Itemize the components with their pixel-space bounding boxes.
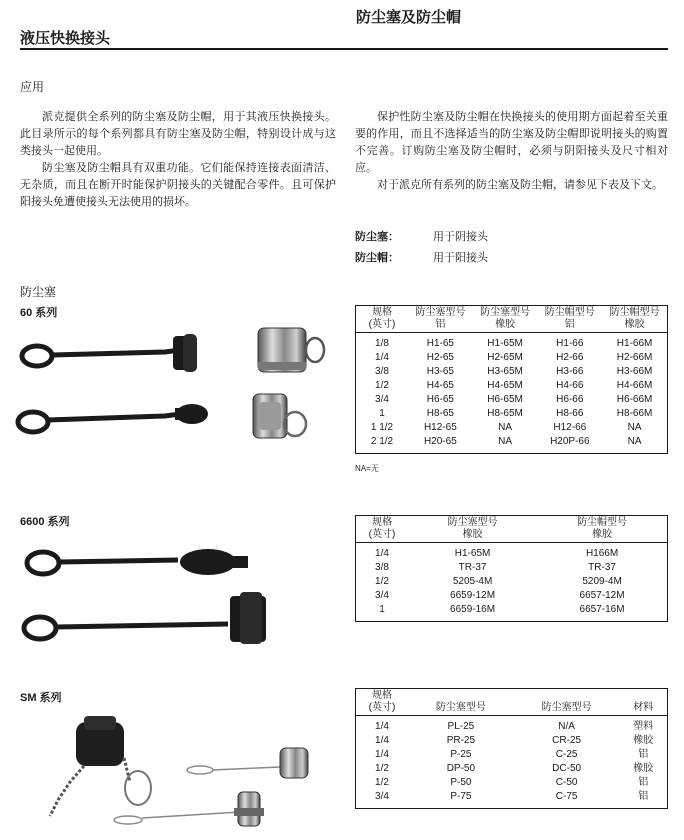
column-header: 规格 (英寸) (356, 689, 409, 716)
rubber-dust-plug-image (22, 334, 197, 372)
header-rule (20, 48, 668, 50)
series-6600-table (355, 515, 668, 622)
column-header: 防尘帽型号 铝 (537, 306, 602, 333)
table-cell: P-25 (450, 749, 472, 760)
table-row (356, 734, 668, 748)
table-row (356, 421, 668, 435)
section-title: 液压快换接头 (20, 30, 111, 47)
table-cell: 1/4 (375, 352, 389, 363)
aluminium-dust-cap-image (253, 394, 306, 438)
definition-term: 防尘塞： (355, 231, 399, 243)
table-cell: H6-65 (426, 394, 454, 405)
table-cell: 6657-16M (579, 604, 625, 615)
table-cell: CR-25 (552, 735, 582, 746)
table-cell: 铝 (638, 791, 649, 802)
table-cell: H3-65M (487, 366, 523, 377)
table-cell: 2 1/2 (370, 436, 394, 447)
dust-plug-heading: 防尘塞 (20, 285, 57, 299)
table-cell: 铝 (638, 749, 649, 760)
table-cell: H4-66M (616, 380, 653, 391)
table-cell: H166M (585, 548, 619, 559)
table-cell: 1/2 (375, 380, 389, 391)
definition-term: 防尘帽： (355, 252, 399, 264)
application-paragraph: 防尘塞及防尘帽具有双重功能。它们能保持连接表面清洁、无杂质，而且在断开时能保护阴接头的关键配合零件。且可保护阳接头免遭使接头无法使用的损坏。 (20, 161, 336, 208)
table-row (356, 575, 668, 589)
table-row (356, 365, 668, 379)
table-cell: 1/2 (375, 576, 389, 587)
table-cell: 塑料 (633, 721, 654, 732)
definition-item (355, 228, 488, 244)
table-cell: 铝 (638, 777, 649, 788)
aluminium-plug-with-cable-image (114, 792, 264, 826)
table-row (356, 379, 668, 393)
table-cell: C-75 (555, 791, 578, 802)
column-header: 规格 (英寸) (356, 516, 409, 543)
table-cell: H3-66M (616, 366, 653, 377)
definition-list (355, 228, 488, 265)
series-sm-title: SM 系列 (20, 692, 62, 704)
table-cell: H4-66 (556, 380, 584, 391)
table-cell: 3/4 (375, 590, 389, 601)
table-cell: TR-37 (588, 562, 616, 573)
table-cell: H4-65M (487, 380, 523, 391)
table-header-row (356, 306, 668, 333)
application-right-column (355, 108, 668, 193)
application-heading: 应用 (20, 80, 45, 94)
table-cell: H12-66 (553, 422, 587, 433)
column-header: 防尘塞型号 (408, 689, 514, 716)
table-header-row (356, 689, 668, 716)
table-cell: NA (627, 422, 642, 433)
dust-plug-with-chain-image (50, 716, 151, 816)
series-sm-illustration (40, 712, 330, 834)
table-cell: C-50 (555, 777, 578, 788)
table-row (356, 748, 668, 762)
table-cell: NA (627, 436, 642, 447)
table-cell: H2-66 (556, 352, 584, 363)
series-60-illustration (15, 322, 330, 442)
application-left-column (20, 108, 336, 210)
column-header: 规格 (英寸) (356, 306, 409, 333)
table-cell: 1/4 (375, 548, 389, 559)
table-cell: 3/8 (375, 366, 389, 377)
table-cell: 橡胶 (633, 763, 654, 774)
table-row (356, 762, 668, 776)
table-header-row (356, 516, 668, 543)
definition-desc: 用于阳接头 (433, 251, 488, 264)
table-cell: 3/4 (375, 791, 389, 802)
rubber-dust-cap-image (18, 404, 208, 432)
table-cell: 6659-16M (450, 604, 496, 615)
table-cell: H3-65 (426, 366, 454, 377)
column-header: 防尘塞型号 橡胶 (408, 516, 537, 543)
column-header: 防尘塞型号 橡胶 (473, 306, 538, 333)
table-cell: H6-66 (556, 394, 584, 405)
series-60-table (355, 305, 668, 454)
table-cell: 3/4 (375, 394, 389, 405)
table-cell: NA (498, 436, 513, 447)
table-row (356, 333, 668, 352)
table-row (356, 716, 668, 735)
table-row (356, 351, 668, 365)
rubber-dust-plug-image (27, 549, 248, 575)
table-cell: H8-65 (426, 408, 454, 419)
definition-desc: 用于阴接头 (433, 230, 488, 243)
table-row (356, 589, 668, 603)
table-cell: NA (498, 422, 513, 433)
table-cell: 3/8 (375, 562, 389, 573)
table-cell: H1-66 (556, 338, 584, 349)
table-row (356, 435, 668, 454)
table-row (356, 407, 668, 421)
table-cell: 1/4 (375, 749, 389, 760)
table-cell: 5209-4M (582, 576, 622, 587)
table-cell: 1/2 (375, 763, 389, 774)
table-cell: 1/2 (375, 777, 389, 788)
table-cell: H12-65 (423, 422, 457, 433)
table-cell: TR-37 (458, 562, 487, 573)
table-cell: 6657-12M (579, 590, 625, 601)
table-row (356, 603, 668, 622)
column-header: 防尘帽型号 橡胶 (537, 516, 667, 543)
table-cell: 1 (379, 408, 385, 419)
series-60-title: 60 系列 (20, 307, 58, 319)
table-cell: H1-65M (487, 338, 523, 349)
table-cell: 5205-4M (452, 576, 493, 587)
table-cell: PR-25 (446, 735, 476, 746)
application-paragraph: 对于派克所有系列的防尘塞及防尘帽，请参见下表及下文。 (377, 178, 663, 191)
table-row (356, 561, 668, 575)
table-cell: H3-66 (556, 366, 584, 377)
definition-item (355, 249, 488, 265)
series-sm-table (355, 688, 668, 809)
table-cell: 1 1/2 (370, 422, 394, 433)
series-6600-title: 6600 系列 (20, 516, 70, 528)
table-cell: 1/4 (375, 735, 389, 746)
table-row (356, 543, 668, 562)
application-paragraph: 保护性防尘塞及防尘帽在快换接头的使用期方面起着至关重要的作用，而且不选择适当的防尘塞及防尘帽即说明接头的购置不完善。订购防尘塞及防尘帽时，必须与阴阳接头及尺寸相对应。 (355, 110, 668, 174)
column-header: 防尘塞型号 (514, 689, 620, 716)
table-cell: H6-65M (487, 394, 523, 405)
table-cell: H8-66M (616, 408, 653, 419)
table-cell: H6-66M (616, 394, 653, 405)
table-cell: PL-25 (447, 721, 475, 732)
table-cell: H1-65M (454, 548, 491, 559)
table-cell: H1-66M (616, 338, 653, 349)
application-paragraph: 派克提供全系列的防尘塞及防尘帽，用于其液压快换接头。此目录所示的每个系列都具有防尘塞及防尘帽，特别设计成与这类接头一起使用。 (20, 110, 336, 157)
table-row (356, 776, 668, 790)
table-cell: C-25 (555, 749, 578, 760)
table-row (356, 393, 668, 407)
rubber-dust-cap-image (24, 592, 266, 644)
series-6600-illustration (18, 538, 278, 648)
aluminium-dust-plug-image (258, 328, 324, 372)
aluminium-cap-with-cable-image (187, 748, 308, 778)
table-cell: H20-65 (423, 436, 457, 447)
table-cell: DC-50 (552, 763, 582, 774)
table-cell: 橡胶 (633, 735, 654, 746)
table-cell: 1 (379, 604, 385, 615)
page-header-title: 防尘塞及防尘帽 (356, 9, 462, 26)
table-cell: P-50 (450, 777, 472, 788)
table-cell: H2-65 (426, 352, 454, 363)
table-cell: 1/4 (375, 721, 389, 732)
table-cell: H2-66M (616, 352, 653, 363)
table-cell: 1/8 (375, 338, 389, 349)
table-cell: H4-65 (426, 380, 454, 391)
table-cell: N/A (558, 721, 575, 732)
table-cell: H2-65M (487, 352, 523, 363)
table-cell: 6659-12M (450, 590, 496, 601)
table-cell: DP-50 (446, 763, 476, 774)
column-header: 防尘帽型号 橡胶 (602, 306, 667, 333)
table-cell: P-75 (450, 791, 472, 802)
table-footnote: NA=无 (355, 464, 379, 473)
column-header: 防尘塞型号 铝 (408, 306, 473, 333)
table-cell: H8-65M (487, 408, 523, 419)
column-header: 材料 (620, 689, 668, 716)
table-row (356, 790, 668, 809)
table-cell: H8-66 (556, 408, 584, 419)
table-cell: H1-65 (426, 338, 454, 349)
table-cell: H20P-66 (550, 436, 590, 447)
